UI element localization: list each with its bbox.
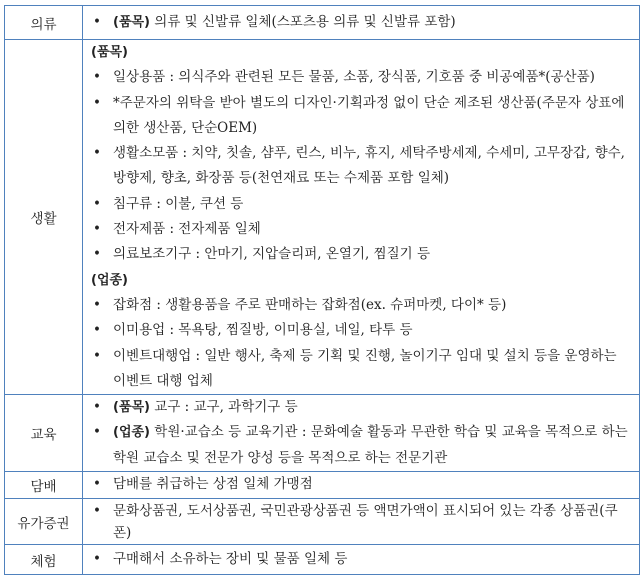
list-item: • 생활소모품 : 치약, 칫솔, 샴푸, 린스, 비누, 휴지, 세탁주방세제, 수세미, 고무장갑, 향수, 방향제, 향초, 화장품 등(천연재료 또는 수제품 포함 일체) xyxy=(91,141,633,192)
content-cell xyxy=(83,40,640,395)
category-table xyxy=(4,5,640,575)
table-row xyxy=(5,472,640,499)
list-item: • 이미용업 : 목욕탕, 찜질방, 이미용실, 네일, 타투 등 xyxy=(91,318,633,343)
list-item: • 담배를 취급하는 상점 일체 가맹점 xyxy=(91,472,633,497)
section-heading: (품목) xyxy=(91,45,128,60)
list-item: • 일상용품 : 의식주와 관련된 모든 물품, 소품, 장식품, 기호품 중 비공예품*(공산품) xyxy=(91,65,633,90)
category-cell: 유가증권 xyxy=(5,499,83,545)
category-cell: 의류 xyxy=(5,6,83,40)
content-cell xyxy=(83,6,640,40)
category-cell: 체험 xyxy=(5,545,83,575)
section-heading: (업종) xyxy=(91,272,128,288)
content-cell xyxy=(83,472,640,499)
list-item: • 잡화점 : 생활용품을 주로 판매하는 잡화점(ex. 슈퍼마켓, 다이* 등) xyxy=(91,293,633,318)
table-row xyxy=(5,395,640,472)
content-cell xyxy=(83,395,640,472)
content-cell xyxy=(83,499,640,545)
table-row xyxy=(5,6,640,40)
list-item: • 침구류 : 이불, 쿠션 등 xyxy=(91,192,633,217)
list-item: • (품목) 교구 : 교구, 과학기구 등 xyxy=(91,395,633,420)
table-row xyxy=(5,499,640,545)
list-item: • 전자제품 : 전자제품 일체 xyxy=(91,217,633,242)
list-item: • *주문자의 위탁을 받아 별도의 디자인·기획과정 없이 단순 제조된 생산품(주문자 상표에 의한 생산품, 단순OEM) xyxy=(91,91,633,142)
content-cell xyxy=(83,545,640,575)
list-item: • (업종) 학원·교습소 등 교육기관 : 문화예술 활동과 무관한 학습 및 교육을 목적으로 하는 학원 교습소 및 전문가 양성 등을 목적으로 하는 전문기관 xyxy=(91,420,633,471)
table-row xyxy=(5,40,640,395)
list-item: • (품목) 의류 및 신발류 일체(스포츠용 의류 및 신발류 포함) xyxy=(91,10,633,35)
table-row xyxy=(5,545,640,575)
list-item: • 이벤트대행업 : 일반 행사, 축제 등 기획 및 진행, 놀이기구 임대 및 설치 등을 운영하는 이벤트 대행 업체 xyxy=(91,344,633,395)
list-item: • 의료보조기구 : 안마기, 지압슬리퍼, 온열기, 찜질기 등 xyxy=(91,242,633,267)
category-cell: 생활 xyxy=(5,40,83,395)
category-cell: 교육 xyxy=(5,395,83,472)
list-item: • 문화상품권, 도서상품권, 국민관광상품권 등 액면가액이 표시되어 있는 각종 상품권(쿠폰) xyxy=(91,500,633,544)
category-cell: 담배 xyxy=(5,472,83,499)
list-item: • 구매해서 소유하는 장비 및 물품 일체 등 xyxy=(91,547,633,572)
